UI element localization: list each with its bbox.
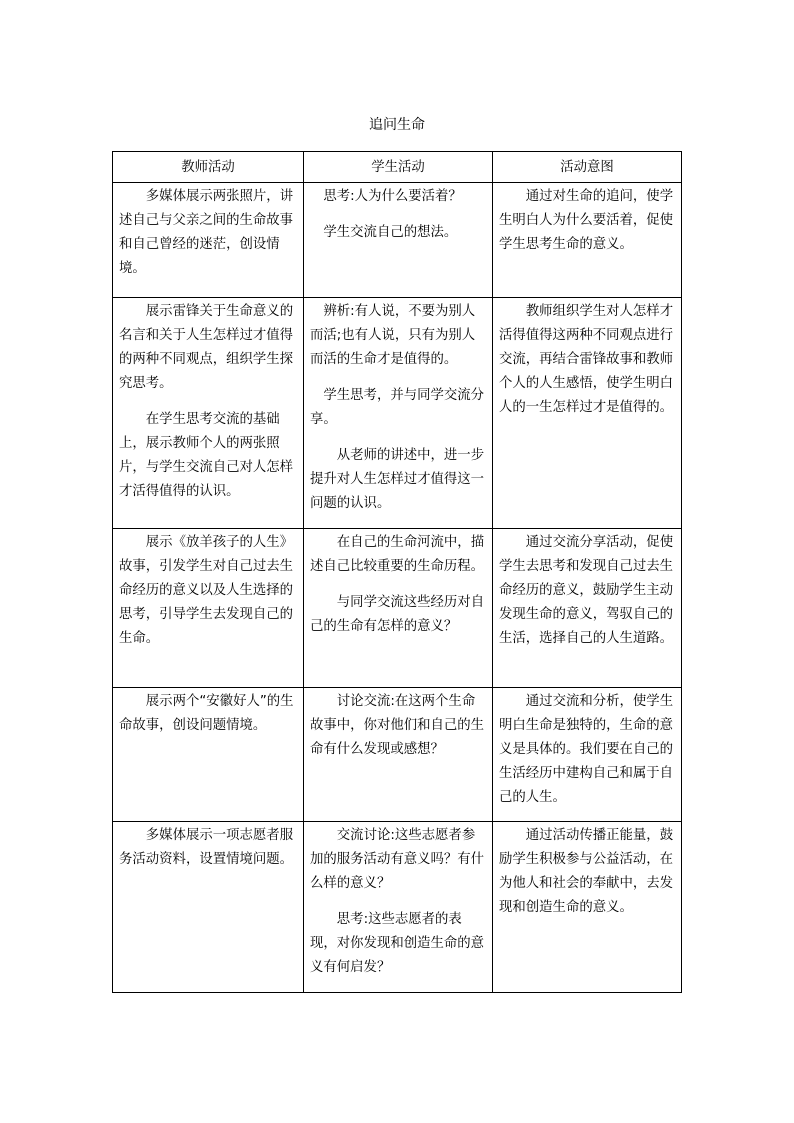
teacher-activity-cell [113,822,304,993]
cell-paragraph: 多媒体展示一项志愿者服务活动资料，设置情境问题。 [119,828,294,867]
student-activity-cell [304,529,493,688]
cell-paragraph: 思考:人为什么要活着？ [323,189,462,204]
header-activity-intent: 活动意图 [493,152,682,183]
cell-paragraph: 讨论交流:在这两个生命故事中，你对他们和自己的生命有什么发现或感想？ [310,694,485,757]
student-activity-cell [304,688,493,822]
student-activity-cell [304,298,493,529]
cell-paragraph: 通过对生命的追问，使学生明白人为什么要活着，促使学生思考生命的意义。 [499,189,674,252]
table-header-row [113,152,682,183]
activity-intent-cell [493,183,682,298]
table-row [113,529,682,688]
cell-paragraph: 辨析:有人说，不要为别人而活;也有人说，只有为别人而活的生命才是值得的。 [310,304,476,367]
cell-paragraph: 多媒体展示两张照片，讲述自己与父亲之间的生命故事和自己曾经的迷茫，创设情境。 [119,189,294,276]
header-student-activity: 学生活动 [304,152,493,183]
cell-paragraph: 学生交流自己的想法。 [323,225,458,240]
cell-paragraph: 展示雷锋关于生命意义的名言和关于人生怎样过才值得的两种不同观点，组织学生探究思考。 [119,304,294,391]
cell-paragraph: 学生思考，并与同学交流分享。 [310,388,485,427]
teacher-activity-cell [113,183,304,298]
teacher-activity-cell [113,529,304,688]
activity-intent-cell [493,822,682,993]
activity-table [112,151,682,993]
cell-paragraph: 教师组织学生对人怎样才活得值得这两种不同观点进行交流，再结合雷锋故事和教师个人的人生感悟，使学生明白人的一生怎样过才是值得的。 [499,304,674,415]
cell-paragraph: 在学生思考交流的基础上，展示教师个人的两张照片，与学生交流自己对人怎样才活得值得的认识。 [119,412,294,499]
cell-paragraph: 通过活动传播正能量，鼓励学生积极参与公益活动，在为他人和社会的奉献中，去发现和创造生命的意义。 [499,828,674,915]
student-activity-cell [304,183,493,298]
teacher-activity-cell [113,298,304,529]
activity-intent-cell [493,298,682,529]
header-teacher-activity: 教师活动 [113,152,304,183]
teacher-activity-cell [113,688,304,822]
student-activity-cell [304,822,493,993]
document-title: 追问生命 [369,117,425,133]
cell-paragraph: 在自己的生命河流中，描述自己比较重要的生命历程。 [310,535,485,574]
cell-paragraph: 交流讨论:这些志愿者参加的服务活动有意义吗？有什么样的意义？ [310,828,485,891]
activity-intent-cell [493,529,682,688]
table-row [113,688,682,822]
cell-paragraph: 通过交流分享活动，促使学生去思考和发现自己过去生命经历的意义，鼓励学生主动发现生命的意义，驾驭自己的生活，选择自己的人生道路。 [499,535,674,646]
table-row [113,298,682,529]
table-row [113,822,682,993]
cell-paragraph: 展示两个“安徽好人”的生命故事，创设问题情境。 [119,694,294,733]
cell-paragraph: 通过交流和分析，使学生明白生命是独特的，生命的意义是具体的。我们要在自己的生活经历中建构自己和属于自己的人生。 [499,694,674,805]
cell-paragraph: 思考:这些志愿者的表现，对你发现和创造生命的意义有何启发？ [310,912,485,975]
activity-intent-cell [493,688,682,822]
table-row [113,183,682,298]
cell-paragraph: 展示《放羊孩子的人生》故事，引发学生对自己过去生命经历的意义以及人生选择的思考，引导学生去发现自己的生命。 [119,535,294,646]
cell-paragraph: 与同学交流这些经历对自己的生命有怎样的意义？ [310,595,485,634]
cell-paragraph: 从老师的讲述中，进一步提升对人生怎样过才值得这一问题的认识。 [310,448,485,511]
